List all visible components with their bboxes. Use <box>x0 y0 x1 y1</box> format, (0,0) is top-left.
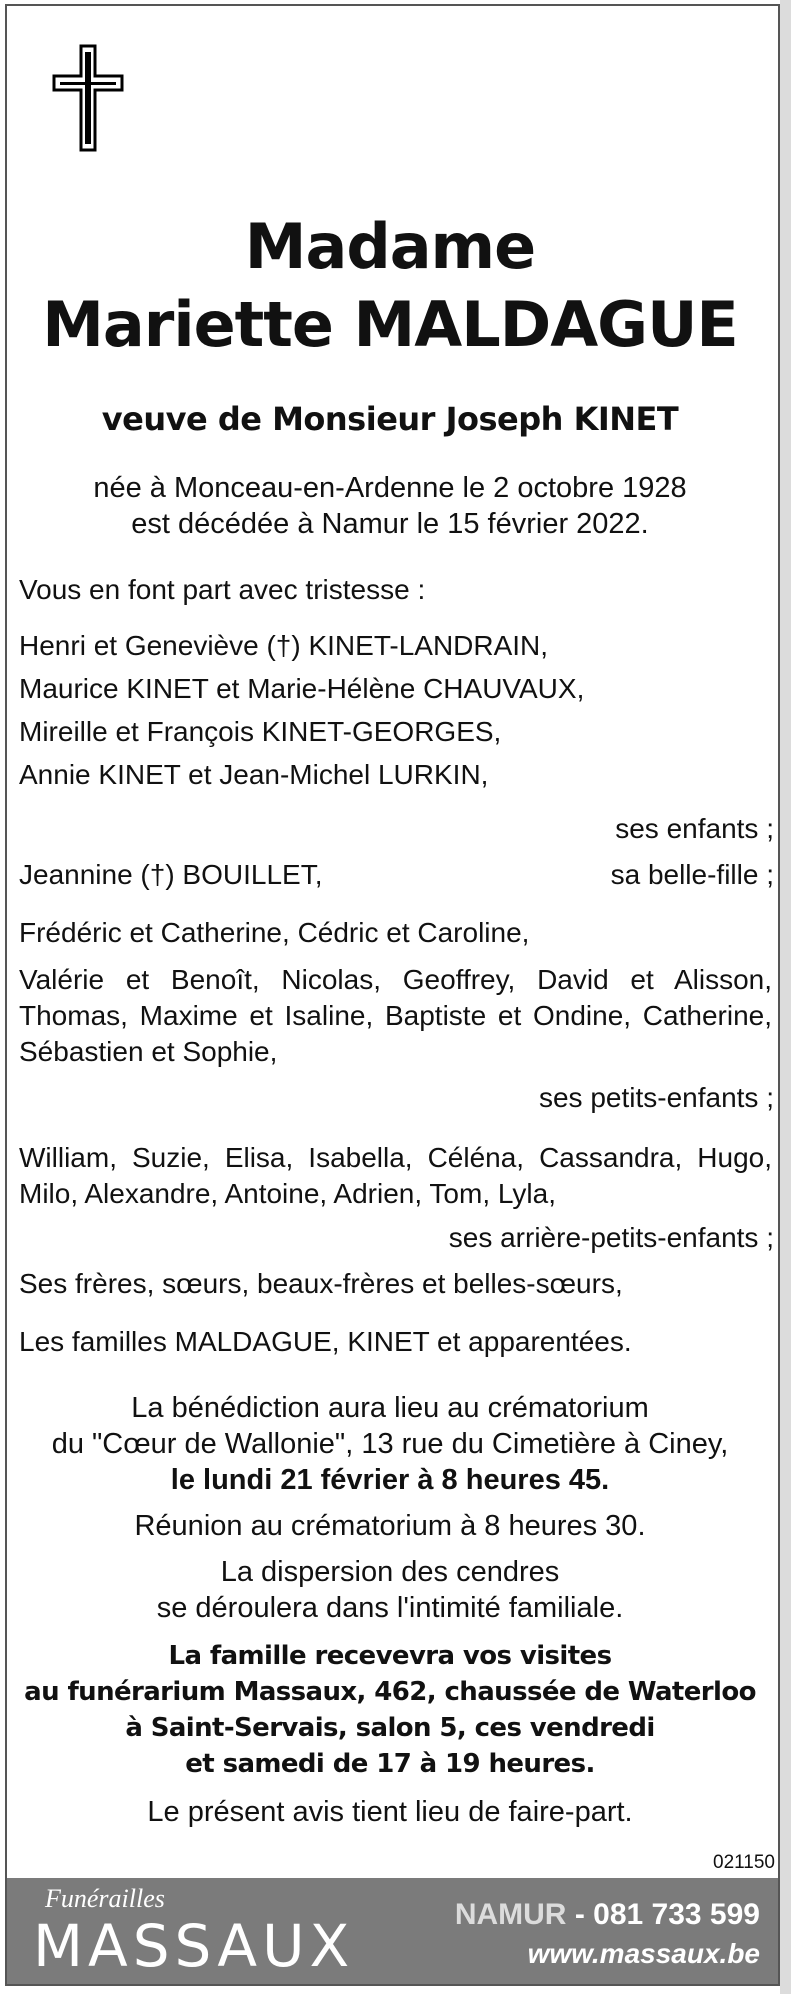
city-label: NAMUR <box>454 1898 567 1931</box>
children-label: ses enfants ; <box>615 813 774 844</box>
daughter-in-law-label: sa belle-fille ; <box>610 859 774 890</box>
intro-line: Vous en font part avec tristesse : <box>19 574 426 605</box>
visits-line: à Saint-Servais, salon 5, ces vendredi <box>125 1713 655 1743</box>
families-line: Les familles MALDAGUE, KINET et apparentées. <box>19 1326 632 1357</box>
death-line: est décédée à Namur le 15 février 2022. <box>131 508 649 540</box>
grandchildren-line: Frédéric et Catherine, Cédric et Caroline, <box>19 917 530 948</box>
brand-logo: MASSAUX <box>33 1912 355 1980</box>
widow-line: veuve de Monsieur Joseph KINET <box>101 400 679 438</box>
visits-line: au funérarium Massaux, 462, chaussée de Waterloo <box>24 1677 756 1707</box>
notice-line: Le présent avis tient lieu de faire-part. <box>147 1796 633 1828</box>
meeting-line: Réunion au crématorium à 8 heures 30. <box>134 1510 646 1542</box>
great-grandchildren-label: ses arrière-petits-enfants ; <box>448 1222 774 1253</box>
daughter-in-law: Jeannine (†) BOUILLET, <box>19 859 323 890</box>
ceremony-line: du "Cœur de Wallonie", 13 rue du Cimetière à Ciney, <box>51 1428 729 1460</box>
website: www.massaux.be <box>527 1938 760 1969</box>
banner-script: Funérailles <box>45 1884 165 1913</box>
ceremony-date: le lundi 21 février à 8 heures 45. <box>170 1464 610 1496</box>
deceased-name: Mariette MALDAGUE <box>42 288 738 361</box>
ceremony-line: La bénédiction aura lieu au crématorium <box>131 1392 649 1424</box>
visits-line: La famille recevevra vos visites <box>168 1641 612 1671</box>
siblings-line: Ses frères, sœurs, beaux-frères et belles-sœurs, <box>19 1268 623 1299</box>
phone-number: 081 733 599 <box>593 1898 760 1931</box>
child-line: Henri et Geneviève (†) KINET-LANDRAIN, <box>19 630 549 661</box>
funeral-home-banner <box>7 1878 778 1984</box>
reference-code: 021150 <box>713 1852 775 1873</box>
title-line: Madame <box>244 210 536 283</box>
cross-icon <box>52 44 124 152</box>
dispersal-line: se déroulera dans l'intimité familiale. <box>156 1592 624 1624</box>
separator: - <box>574 1898 585 1931</box>
grandchildren-label: ses petits-enfants ; <box>538 1082 774 1113</box>
child-line: Annie KINET et Jean-Michel LURKIN, <box>19 759 489 790</box>
great-grandchildren-paragraph: William, Suzie, Elisa, Isabella, Céléna, Cassandra, Hugo, Milo, Alexandre, Antoine, Adrien, Tom, Lyla, <box>19 1142 772 1209</box>
scroll-edge <box>780 0 791 1994</box>
visits-line: et samedi de 17 à 19 heures. <box>185 1749 595 1779</box>
child-line: Maurice KINET et Marie-Hélène CHAUVAUX, <box>19 673 585 704</box>
birth-line: née à Monceau-en-Ardenne le 2 octobre 1928 <box>93 472 687 504</box>
child-line: Mireille et François KINET-GEORGES, <box>19 716 502 747</box>
grandchildren-paragraph: Valérie et Benoît, Nicolas, Geoffrey, David et Alisson, Thomas, Maxime et Isaline, Baptiste et Ondine, Catherine, Sébastien et Sophie, <box>19 964 772 1067</box>
dispersal-line: La dispersion des cendres <box>220 1556 560 1588</box>
contact-phone <box>455 1898 760 1932</box>
